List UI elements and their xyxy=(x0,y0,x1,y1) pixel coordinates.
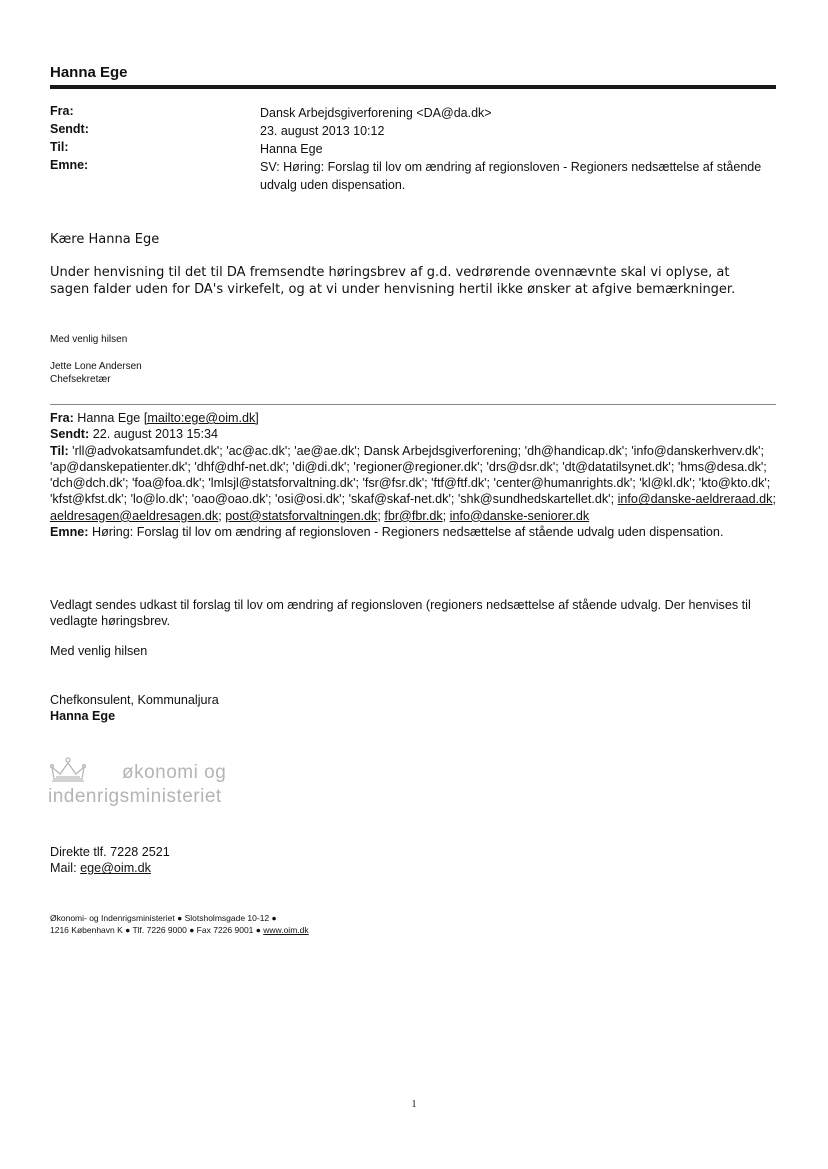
orig-to-recipients: 'rll@advokatsamfundet.dk'; 'ac@ac.dk'; 'ae@ae.dk'; Dansk Arbejdsgiverforening; 'dh@handicap.dk'; 'info@danskerhverv.dk'; 'ap@danskepatienter.dk'; 'dhf@dhf-net.dk'; 'di@di.dk'; 'regioner@regioner.dk'; 'drs@dsr.dk'; 'dt@datatilsynet.dk'; 'hms@desa.dk'; 'dch@dch.dk'; 'foa@foa.dk'; 'lmlsjl@statsforvaltning.dk'; 'fsr@fsr.dk'; 'ftf@ftf.dk'; 'center@humanrights.dk'; 'kl@kl.dk'; 'kto@kto.dk'; 'kfst@kfst.dk'; 'lo@lo.dk'; 'oao@oao.dk'; 'osi@osi.dk'; 'skaf@skaf-net.dk'; 'shk@sundhedskartellet.dk'; xyxy=(50,443,771,507)
orig-sent-value: 22. august 2013 15:34 xyxy=(92,427,219,442)
recipient-link[interactable]: aeldresagen@aeldresagen.dk xyxy=(50,508,219,523)
contact-info xyxy=(50,844,170,877)
orig-subject-value: Høring: Forslag til lov om ændring af regionsloven - Regioners nedsættelse af stående udvalg uden dispensation. xyxy=(92,525,724,540)
footer-phone-fax: 1216 København K ● Tlf. 7226 9000 ● Fax 7226 9001 ● xyxy=(50,925,261,935)
orig-from-label: Fra: xyxy=(50,411,74,425)
orig-from-mailto-link[interactable]: [mailto:ege@oim.dk] xyxy=(143,411,259,425)
reply-body: Under henvisning til det til DA fremsendte høringsbrev af g.d. vedrørende ovennævnte skal vi oplyse, at sagen falder uden for DA's virkefelt, og at vi under henvisning hertil ikke ønsker at afgive bemærkninger. xyxy=(50,265,736,297)
original-message-header: Fra: Hanna Ege [mailto:ege@oim.dk] Sendt: 22. august 2013 15:34 Til: 'rll@advokatsamfundet.dk'; 'ac@ac.dk'; 'ae@ae.dk'; Dansk Arbejdsgiverforening; 'dh@handicap.dk'; 'info@danskerhverv.dk'; 'ap@danskepatienter.dk'; 'dhf@dhf-net.dk'; 'di@di.dk'; 'regioner@regioner.dk'; 'drs@dsr.dk'; 'dt@datatilsynet.dk'; 'hms@desa.dk'; 'dch@dch.dk'; 'foa@foa.dk'; 'lmlsjl@statsforvaltning.dk'; 'fsr@fsr.dk'; 'ftf@ftf.dk'; 'center@humanrights.dk'; 'kl@kl.dk'; 'kto@kto.dk'; 'kfst@kfst.dk'; 'lo@lo.dk'; 'oao@oao.dk'; 'osi@osi.dk'; 'skaf@skaf-net.dk'; 'shk@sundhedskartellet.dk'; info@danske-aeldreraad.dk; aeldresagen@aeldresagen.dk; post@statsforvaltningen.dk; fbr@fbr.dk; info@danske-seniorer.dk Emne: Høring: Forslag til lov om ændring af regionsloven - Regioners nedsættelse af stående udvalg uden dispensation. xyxy=(50,411,776,540)
to-value: Hanna Ege xyxy=(260,142,323,156)
reply-signer-title: Chefsekretær xyxy=(50,374,111,385)
crown-logo-icon xyxy=(46,755,90,787)
original-signer-title: Chefkonsulent, Kommunaljura xyxy=(50,693,219,707)
reply-greeting: Kære Hanna Ege xyxy=(50,232,160,247)
quoted-message-divider xyxy=(50,404,776,405)
orig-subject-label: Emne: xyxy=(50,525,89,540)
subject-label: Emne: xyxy=(50,158,89,172)
original-regards: Med venlig hilsen xyxy=(50,644,148,658)
from-label: Fra: xyxy=(50,104,74,118)
mail-label: Mail: xyxy=(50,861,77,876)
reply-regards: Med venlig hilsen xyxy=(50,334,128,345)
phone-number: Direkte tlf. 7228 2521 xyxy=(50,845,170,859)
orig-from-name: Hanna Ege xyxy=(77,411,141,425)
ministry-logo-line1: økonomi og xyxy=(122,762,227,783)
ministry-logo-line2: indenrigsministeriet xyxy=(48,786,222,807)
recipient-link[interactable]: info@danske-aeldreraad.dk xyxy=(617,492,773,507)
document-title-name: Hanna Ege xyxy=(50,64,128,81)
sent-label: Sendt: xyxy=(50,122,89,136)
original-signer-name: Hanna Ege xyxy=(50,709,116,724)
orig-to-label: Til: xyxy=(50,443,69,458)
original-signature xyxy=(50,692,219,725)
mail-link[interactable]: ege@oim.dk xyxy=(80,861,151,876)
from-value: Dansk Arbejdsgiverforening <DA@da.dk> xyxy=(260,106,492,120)
footer-address: Økonomi- og Indenrigsministeriet ● Slotsholmsgade 10-12 ● xyxy=(50,913,277,923)
recipient-link[interactable]: fbr@fbr.dk xyxy=(384,508,443,523)
recipient-link[interactable]: info@danske-seniorer.dk xyxy=(449,508,590,523)
reply-signature xyxy=(50,360,142,386)
reply-signer-name: Jette Lone Andersen xyxy=(50,361,142,372)
recipient-link[interactable]: post@statsforvaltningen.dk xyxy=(225,508,378,523)
orig-sent-label: Sendt: xyxy=(50,427,90,442)
sent-value: 23. august 2013 10:12 xyxy=(260,124,385,138)
to-label: Til: xyxy=(50,140,69,154)
subject-value: SV: Høring: Forslag til lov om ændring af regionsloven - Regioners nedsættelse af stående udvalg uden dispensation. xyxy=(260,160,762,192)
page-number: 1 xyxy=(411,1099,417,1110)
original-body: Vedlagt sendes udkast til forslag til lov om ændring af regionsloven (regioners nedsættelse af stående udvalg. Der henvises til vedlagte høringsbrev. xyxy=(50,598,751,629)
footer-website-link[interactable]: www.oim.dk xyxy=(263,925,309,935)
ministry-footer xyxy=(50,912,309,936)
header-divider xyxy=(50,85,776,89)
